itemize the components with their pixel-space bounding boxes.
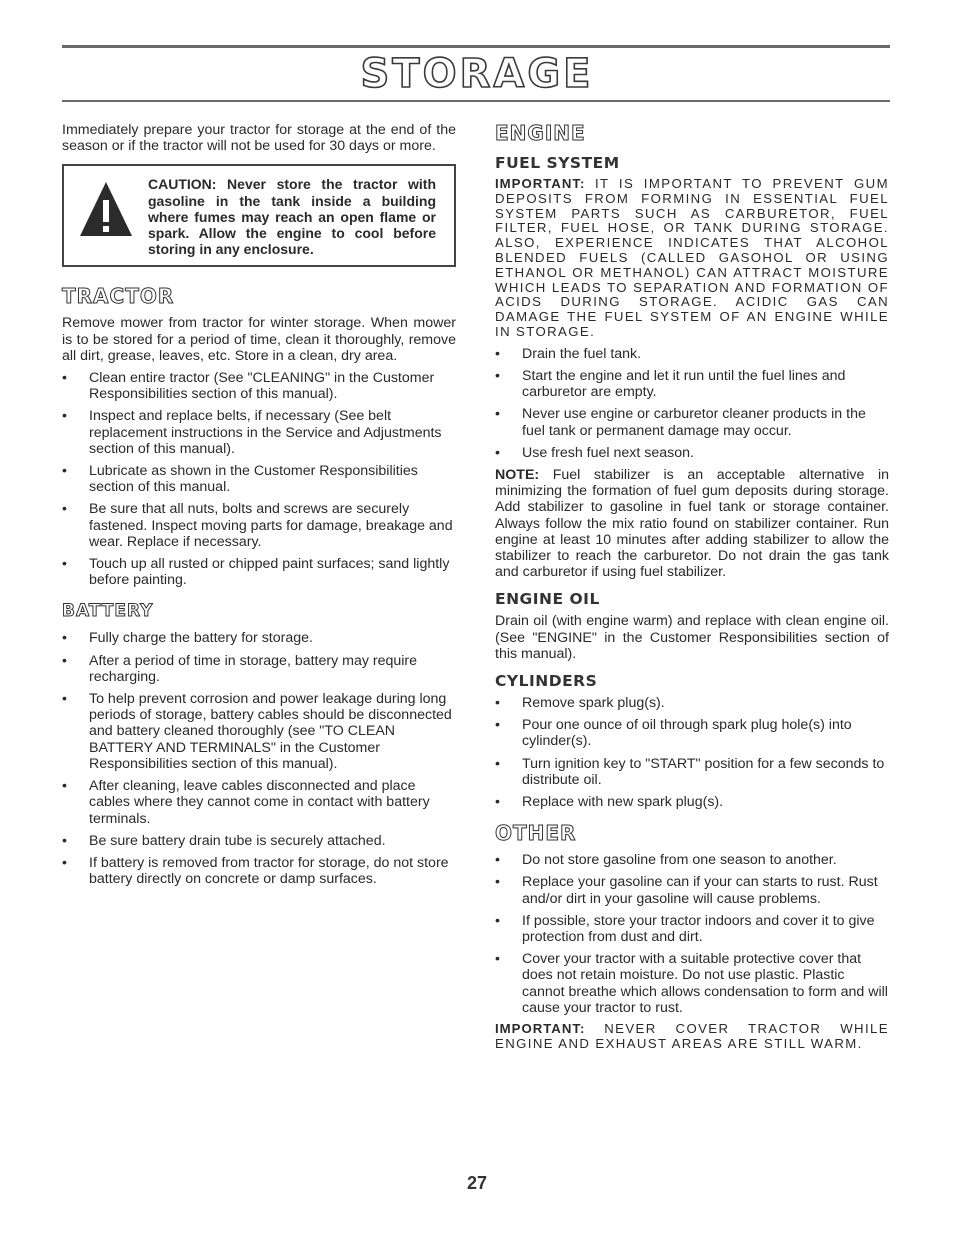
list-item: • Start the engine and let it run until the fuel lines and carburetor are empty.: [495, 368, 889, 400]
fuel-system-heading: FUEL SYSTEM: [495, 154, 620, 172]
fuel-important-paragraph: [495, 177, 889, 340]
list-item: • Drain the fuel tank.: [495, 346, 889, 362]
header-rule-bottom: [62, 100, 890, 102]
important-text: IT IS IMPORTANT TO PREVENT GUM DEPOSITS FROM FORMING IN ESSENTIAL FUEL SYSTEM PARTS SUCH AS CARBURETOR, FUEL FILTER, FUEL HOSE, OR TANK DURING STORAGE. ALSO, EXPERIENCE INDICATES THAT ALCOHOL BLENDED FUELS (CALLED GASOHOL OR USING ETHANOL OR METHANOL) CAN ATTRACT MOISTURE WHICH LEADS TO SEPARATION AND FORMATION OF ACIDS DURING STORAGE. ACIDIC GAS CAN DAMAGE THE FUEL SYSTEM OF AN ENGINE WHILE IN STORAGE.: [495, 176, 889, 339]
list-item: • Inspect and replace belts, if necessary (See belt replacement instructions in the Service and Adjustments section of this manual).: [62, 408, 456, 457]
tractor-heading: TRACTOR: [62, 284, 175, 309]
fuel-system-list: [495, 346, 889, 461]
cylinders-heading: CYLINDERS: [495, 672, 598, 691]
list-item: • Be sure that all nuts, bolts and screws are securely fastened. Inspect moving parts for damage, breakage and wear. Replace if necessary.: [62, 501, 456, 550]
page-title: STORAGE: [360, 51, 594, 97]
note-paragraph: [495, 467, 889, 580]
left-column: [62, 122, 456, 893]
caution-box: [62, 164, 456, 267]
list-item: • Remove spark plug(s).: [495, 695, 889, 711]
other-important-paragraph: [495, 1022, 889, 1052]
caution-text: CAUTION: Never store the tractor with gasoline in the tank inside a building where fumes may reach an open flame or spark. Allow the engine to cool before storing in any enclosure.: [148, 176, 436, 258]
tractor-list: [62, 370, 456, 588]
list-item: • Be sure battery drain tube is securely attached.: [62, 833, 456, 849]
battery-list: [62, 630, 456, 887]
warning-triangle-icon: [78, 180, 134, 240]
engine-heading: ENGINE: [495, 121, 586, 145]
other-list: [495, 852, 889, 1016]
page-number: 27: [466, 1173, 488, 1193]
intro-paragraph: Immediately prepare your tractor for storage at the end of the season or if the tractor will not be used for 30 days or more.: [62, 122, 456, 155]
list-item: • If battery is removed from tractor for storage, do not store battery directly on concrete or damp surfaces.: [62, 855, 456, 887]
battery-heading: BATTERY: [62, 601, 154, 622]
important-label: IMPORTANT:: [495, 176, 586, 191]
important-text: NEVER COVER TRACTOR WHILE ENGINE AND EXHAUST AREAS ARE STILL WARM.: [495, 1021, 889, 1051]
list-item: • Fully charge the battery for storage.: [62, 630, 456, 646]
list-item: • Never use engine or carburetor cleaner products in the fuel tank or permanent damage may occur.: [495, 406, 889, 438]
list-item: • If possible, store your tractor indoors and cover it to give protection from dust and dirt.: [495, 913, 889, 945]
important-label: IMPORTANT:: [495, 1021, 586, 1037]
list-item: • Pour one ounce of oil through spark plug hole(s) into cylinder(s).: [495, 717, 889, 749]
list-item: • After a period of time in storage, battery may require recharging.: [62, 653, 456, 685]
list-item: • Do not store gasoline from one season to another.: [495, 852, 889, 868]
other-heading: OTHER: [495, 821, 577, 846]
note-text: Fuel stabilizer is an acceptable alternative in minimizing the formation of fuel gum deposits during storage. Add stabilizer to gasoline in fuel tank or storage container. Always follow the mix ratio found on stabilizer container. Run engine at least 10 minutes after adding stabilizer to allow the stabilizer to reach the carburetor. Do not drain the gas tank and carburetor if using fuel stabilizer.: [495, 466, 889, 581]
note-label: NOTE:: [495, 466, 540, 483]
tractor-paragraph: Remove mower from tractor for winter storage. When mower is to be stored for a period of time, clean it thoroughly, remove all dirt, grease, leaves, etc. Store in a clean, dry area.: [62, 315, 456, 364]
list-item: • Clean entire tractor (See "CLEANING" in the Customer Responsibilities section of this manual).: [62, 370, 456, 402]
right-column: [495, 122, 889, 1058]
list-item: • Touch up all rusted or chipped paint surfaces; sand lightly before painting.: [62, 556, 456, 588]
list-item: • Use fresh fuel next season.: [495, 445, 889, 461]
engine-oil-paragraph: Drain oil (with engine warm) and replace with clean engine oil. (See "ENGINE" in the Customer Responsibilities section of this manual).: [495, 613, 889, 662]
engine-oil-heading: ENGINE OIL: [495, 590, 600, 609]
list-item: • Replace with new spark plug(s).: [495, 794, 889, 810]
list-item: • After cleaning, leave cables disconnected and place cables where they cannot come in contact with battery terminals.: [62, 778, 456, 827]
list-item: • To help prevent corrosion and power leakage during long periods of storage, battery cables should be disconnected and battery cleaned thoroughly (see "TO CLEAN BATTERY AND TERMINALS" in the Customer Responsibilities section of this manual).: [62, 691, 456, 772]
list-item: • Cover your tractor with a suitable protective cover that does not retain moisture. Do not use plastic. Plastic cannot breathe which allows condensation to form and will cause your tractor to rust.: [495, 951, 889, 1016]
list-item: • Replace your gasoline can if your can starts to rust. Rust and/or dirt in your gasoline will cause problems.: [495, 874, 889, 906]
list-item: • Turn ignition key to "START" position for a few seconds to distribute oil.: [495, 756, 889, 788]
header-rule-top: [62, 45, 890, 48]
cylinders-list: [495, 695, 889, 810]
list-item: • Lubricate as shown in the Customer Responsibilities section of this manual.: [62, 463, 456, 495]
